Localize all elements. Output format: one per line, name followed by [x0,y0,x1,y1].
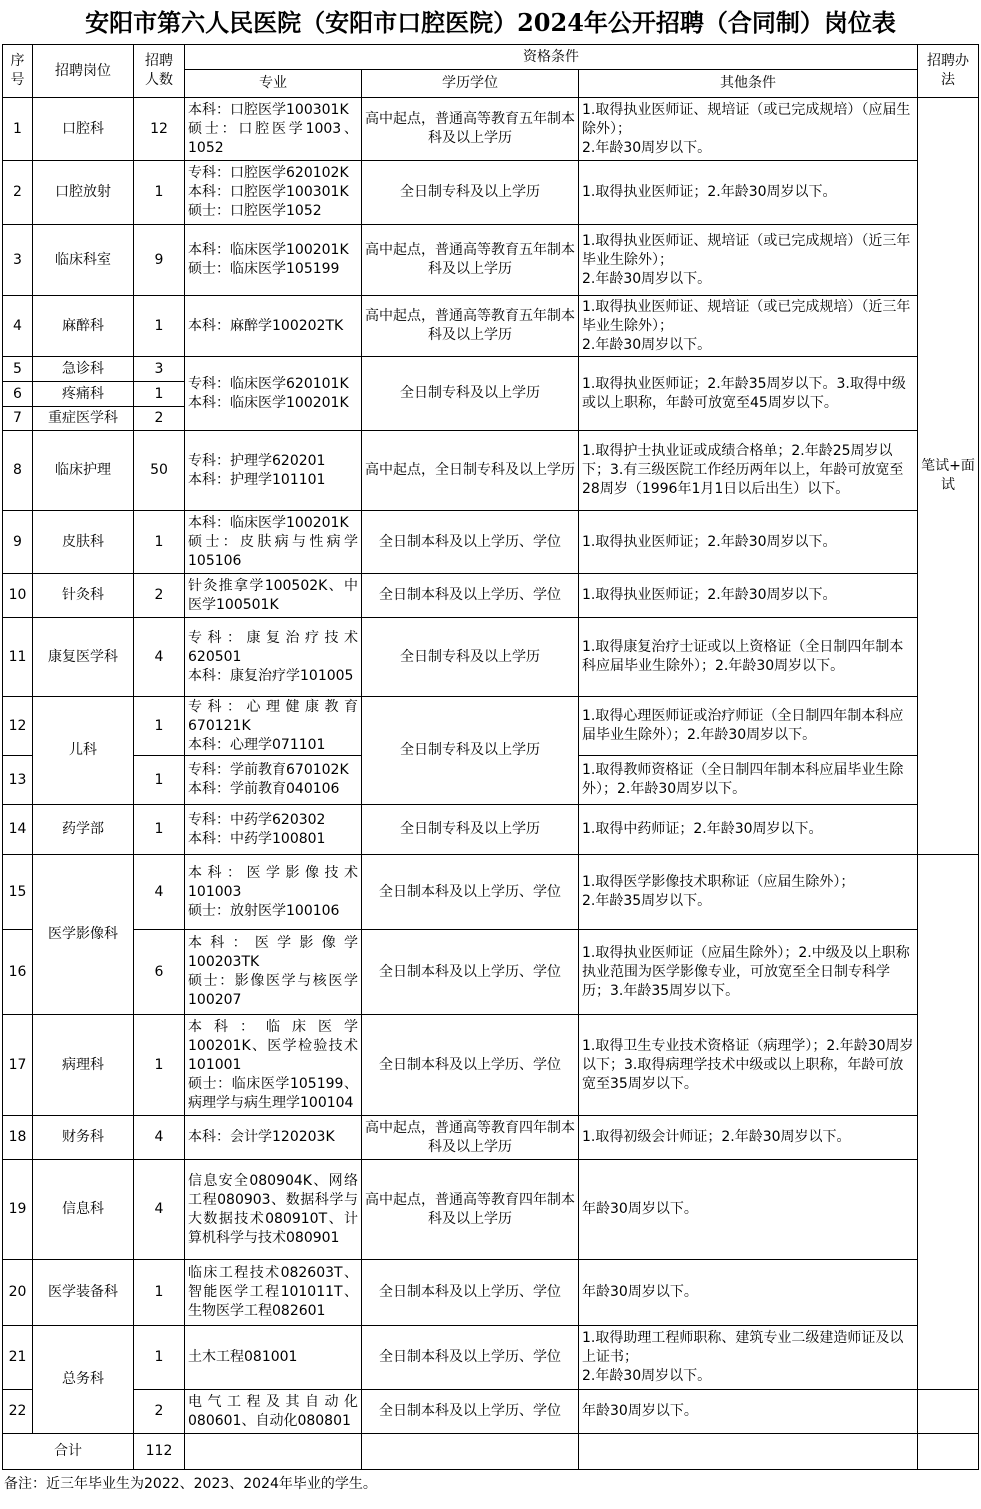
cell-seq: 21 [3,1326,33,1390]
cell-education: 全日制本科及以上学历、学位 [362,1326,579,1390]
cell-other: 年龄30周岁以下。 [579,1160,918,1260]
cell-post: 针灸科 [33,574,134,618]
cell-education: 全日制专科及以上学历 [362,618,579,697]
cell-education: 全日制专科及以上学历 [362,357,579,431]
cell-post: 医学装备科 [33,1260,134,1326]
cell-seq: 14 [3,805,33,855]
table-row [3,1260,979,1326]
cell-post: 临床科室 [33,225,134,296]
cell-seq: 1 [3,98,33,161]
cell-seq: 3 [3,225,33,296]
cell-education: 全日制本科及以上学历、学位 [362,1015,579,1116]
table-row [3,357,979,382]
table-row [3,930,979,1015]
header-seq: 序 号 [3,45,33,98]
cell-count: 1 [134,697,185,756]
cell-other: 1.取得医学影像技术职称证（应届生除外）； 2.年龄35周岁以下。 [579,855,918,930]
table-row [3,511,979,574]
header-other: 其他条件 [579,70,918,98]
cell-education: 全日制本科及以上学历、学位 [362,511,579,574]
cell-post: 疼痛科 [33,382,134,407]
cell-other: 年龄30周岁以下。 [579,1260,918,1326]
cell-major: 针灸推拿学100502K、中医学100501K [185,574,362,618]
cell-post: 财务科 [33,1116,134,1160]
header-qualifications: 资格条件 [185,45,918,70]
header-education: 学历学位 [362,70,579,98]
cell-count: 1 [134,296,185,357]
cell-seq: 17 [3,1015,33,1116]
table-row [3,98,979,161]
cell-major: 专科：康复治疗技术620501 本科：康复治疗学101005 [185,618,362,697]
table-row [3,296,979,357]
cell-count: 2 [134,407,185,431]
page-title: 安阳市第六人民医院（安阳市口腔医院）2024年公开招聘（合同制）岗位表 [85,8,896,37]
cell-major: 土木工程081001 [185,1326,362,1390]
cell-major: 本科：会计学120203K [185,1116,362,1160]
cell-education: 全日制本科及以上学历、学位 [362,574,579,618]
cell-other: 1.取得教师资格证（全日制四年制本科应届毕业生除外）；2.年龄30周岁以下。 [579,756,918,805]
cell-other: 1.取得执业医师证（应届生除外）；2.中级及以上职称执业范围为医学影像专业，可放宽至全日制专科学历；3.年龄35周岁以下。 [579,930,918,1015]
cell-seq: 8 [3,431,33,511]
cell-seq: 6 [3,382,33,407]
cell-seq: 20 [3,1260,33,1326]
cell-count: 1 [134,1260,185,1326]
cell-major: 本科：医学影像学100203TK 硕士：影像医学与核医学100207 [185,930,362,1015]
total-count: 112 [134,1434,185,1470]
table-row [3,855,979,930]
cell-other: 1.取得执业医师证、规培证（或已完成规培）（近三年毕业生除外）； 2.年龄30周岁以下。 [579,296,918,357]
cell-seq: 19 [3,1160,33,1260]
cell-other: 1.取得中药师证；2.年龄30周岁以下。 [579,805,918,855]
cell-count: 1 [134,1326,185,1390]
cell-seq: 11 [3,618,33,697]
cell-post: 重症医学科 [33,407,134,431]
cell-education: 全日制专科及以上学历 [362,161,579,225]
header-major: 专业 [185,70,362,98]
cell-count: 1 [134,161,185,225]
cell-seq: 9 [3,511,33,574]
cell-method-empty [918,1390,979,1434]
cell-seq: 16 [3,930,33,1015]
cell-post: 口腔科 [33,98,134,161]
cell-education: 全日制本科及以上学历、学位 [362,1260,579,1326]
cell-other: 1.取得执业医师证；2.年龄35周岁以下。3.取得中级或以上职称，年龄可放宽至45周岁以下。 [579,357,918,431]
cell-count: 2 [134,574,185,618]
table-row [3,431,979,511]
cell-count: 1 [134,382,185,407]
cell-major: 本科：医学影像技术101003 硕士：放射医学100106 [185,855,362,930]
total-label: 合计 [3,1434,134,1470]
cell-education: 全日制专科及以上学历 [362,805,579,855]
cell-post: 麻醉科 [33,296,134,357]
cell-other: 1.取得执业医师证、规培证（或已完成规培）（应届生除外）； 2.年龄30周岁以下。 [579,98,918,161]
cell-post: 药学部 [33,805,134,855]
table-row [3,574,979,618]
cell-other: 1.取得执业医师证；2.年龄30周岁以下。 [579,574,918,618]
cell-count: 12 [134,98,185,161]
cell-other: 1.取得执业医师证、规培证（或已完成规培）（近三年毕业生除外）； 2.年龄30周岁以下。 [579,225,918,296]
cell-seq: 7 [3,407,33,431]
header-method: 招聘办 法 [918,45,979,98]
cell-post: 儿科 [33,697,134,805]
cell-other: 1.取得助理工程师职称、建筑专业二级建造师证及以上证书； 2.年龄30周岁以下。 [579,1326,918,1390]
table-row [3,1116,979,1160]
cell-seq: 4 [3,296,33,357]
recruitment-table [2,44,979,1470]
cell-major: 专科：中药学620302 本科：中药学100801 [185,805,362,855]
cell-post: 总务科 [33,1326,134,1434]
cell-count: 6 [134,930,185,1015]
cell-education: 全日制本科及以上学历、学位 [362,930,579,1015]
table-row [3,805,979,855]
cell-seq: 18 [3,1116,33,1160]
cell-post: 医学影像科 [33,855,134,1015]
cell-major: 信息安全080904K、网络工程080903、数据科学与大数据技术080910T、计算机科学与技术080901 [185,1160,362,1260]
table-row [3,225,979,296]
cell-seq: 22 [3,1390,33,1434]
cell-major: 专科：学前教育670102K 本科：学前教育040106 [185,756,362,805]
cell-seq: 13 [3,756,33,805]
cell-post: 急诊科 [33,357,134,382]
cell-major: 本科：临床医学100201K、医学检验技术101001 硕士：临床医学105199、病理学与病生理学100104 [185,1015,362,1116]
table-row [3,161,979,225]
cell-seq: 12 [3,697,33,756]
header-post: 招聘岗位 [33,45,134,98]
cell-post: 病理科 [33,1015,134,1116]
cell-seq: 10 [3,574,33,618]
cell-major: 本科：临床医学100201K 硕士：临床医学105199 [185,225,362,296]
table-row [3,618,979,697]
footnote: 备注：近三年毕业生为2022、2023、2024年毕业的学生。 [4,1476,377,1492]
table-row [3,1390,979,1434]
cell-post: 信息科 [33,1160,134,1260]
cell-post: 口腔放射 [33,161,134,225]
cell-other: 1.取得执业医师证；2.年龄30周岁以下。 [579,161,918,225]
cell-count: 9 [134,225,185,296]
cell-education: 全日制专科及以上学历 [362,697,579,805]
cell-major: 专科：临床医学620101K 本科：临床医学100201K [185,357,362,431]
cell-count: 50 [134,431,185,511]
cell-education: 高中起点，普通高等教育五年制本科及以上学历 [362,225,579,296]
cell-major: 专科：口腔医学620102K 本科：口腔医学100301K 硕士：口腔医学1052 [185,161,362,225]
cell-other: 1.取得康复治疗士证或以上资格证（全日制四年制本科应届毕业生除外）；2.年龄30周岁以下。 [579,618,918,697]
cell-count: 4 [134,1160,185,1260]
cell-major: 本科：麻醉学100202TK [185,296,362,357]
cell-education: 高中起点，普通高等教育五年制本科及以上学历 [362,296,579,357]
cell-education: 高中起点，普通高等教育五年制本科及以上学历 [362,98,579,161]
table-row [3,1326,979,1390]
cell-count: 4 [134,618,185,697]
cell-method: 笔试+面 试 [918,98,979,855]
cell-seq: 2 [3,161,33,225]
cell-post: 临床护理 [33,431,134,511]
cell-education: 高中起点，普通高等教育四年制本科及以上学历 [362,1116,579,1160]
cell-other: 1.取得卫生专业技术资格证（病理学）；2.年龄30周岁以下；3.取得病理学技术中级或以上职称，年龄可放宽至35周岁以下。 [579,1015,918,1116]
cell-major: 本科：口腔医学100301K 硕士：口腔医学1003、1052 [185,98,362,161]
cell-seq: 15 [3,855,33,930]
cell-major: 专科：护理学620201 本科：护理学101101 [185,431,362,511]
table-row [3,1015,979,1116]
cell-major: 电气工程及其自动化080601、自动化080801 [185,1390,362,1434]
cell-count: 4 [134,1116,185,1160]
cell-count: 2 [134,1390,185,1434]
header-count: 招聘 人数 [134,45,185,98]
cell-count: 1 [134,805,185,855]
cell-other: 1.取得心理医师证或治疗师证（全日制四年制本科应届毕业生除外）；2.年龄30周岁以下。 [579,697,918,756]
cell-post: 皮肤科 [33,511,134,574]
cell-major: 临床工程技术082603T、智能医学工程101011T、生物医学工程082601 [185,1260,362,1326]
cell-education: 全日制本科及以上学历、学位 [362,855,579,930]
cell-count: 1 [134,1015,185,1116]
cell-count: 1 [134,756,185,805]
cell-education: 高中起点，普通高等教育四年制本科及以上学历 [362,1160,579,1260]
cell-post: 康复医学科 [33,618,134,697]
table-row [3,697,979,756]
cell-count: 4 [134,855,185,930]
table-row [3,1160,979,1260]
cell-major: 本科：临床医学100201K 硕士：皮肤病与性病学105106 [185,511,362,574]
cell-count: 3 [134,357,185,382]
cell-other: 1.取得护士执业证或成绩合格单；2.年龄25周岁以下；3.有三级医院工作经历两年以上，年龄可放宽至28周岁（1996年1月1日以后出生）以下。 [579,431,918,511]
cell-education: 高中起点，全日制专科及以上学历 [362,431,579,511]
cell-other: 年龄30周岁以下。 [579,1390,918,1434]
cell-other: 1.取得执业医师证；2.年龄30周岁以下。 [579,511,918,574]
cell-education: 全日制本科及以上学历、学位 [362,1390,579,1434]
cell-seq: 5 [3,357,33,382]
cell-count: 1 [134,511,185,574]
cell-other: 1.取得初级会计师证；2.年龄30周岁以下。 [579,1116,918,1160]
cell-major: 专科：心理健康教育670121K 本科：心理学071101 [185,697,362,756]
